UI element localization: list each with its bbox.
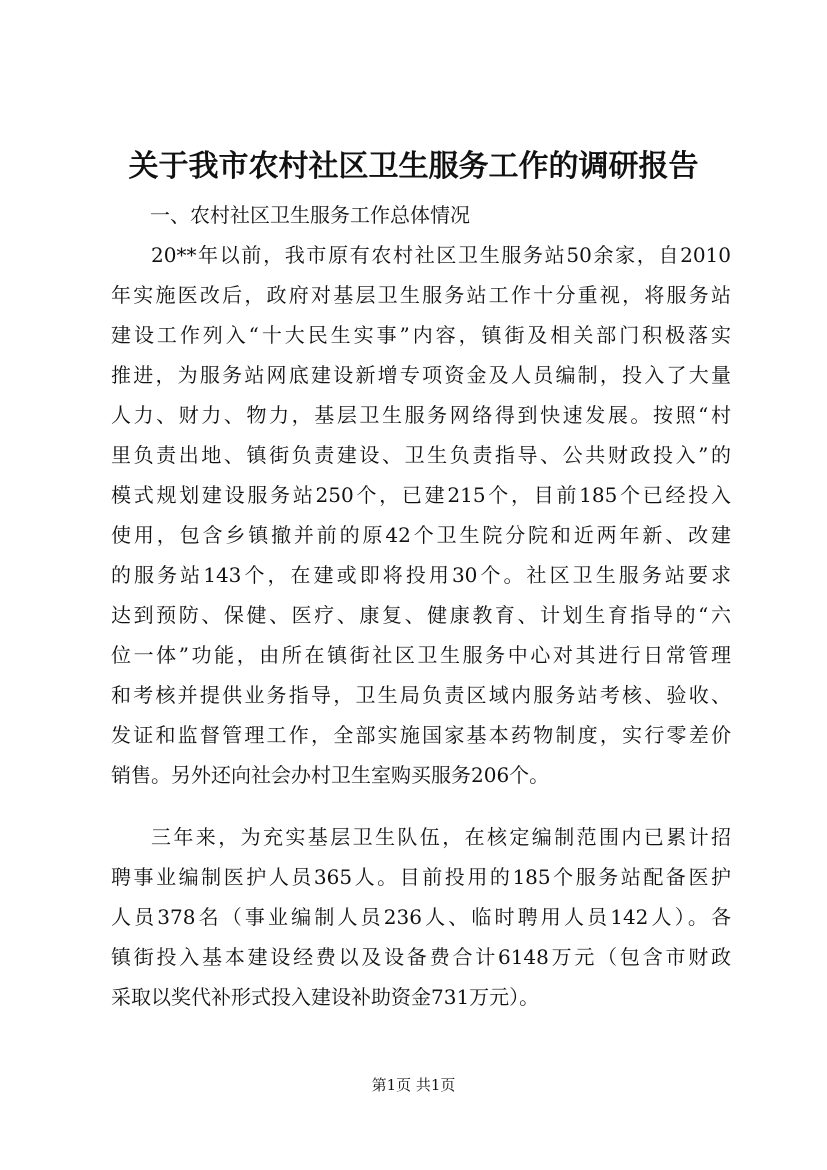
paragraph-line: 模式规划建设服务站250个，已建215个，目前185个已经投入 [111, 483, 731, 507]
paragraph-line: 建设工作列入“十大民生实事”内容，镇街及相关部门积极落实 [111, 323, 731, 347]
page-footer: 第1页 共1页 [371, 1076, 456, 1094]
paragraph-line: 20**年以前，我市原有农村社区卫生服务站50余家，自2010 [151, 243, 731, 267]
paragraph-line: 三年来，为充实基层卫生队伍，在核定编制范围内已累计招 [151, 825, 731, 849]
paragraph-line: 位一体”功能，由所在镇街社区卫生服务中心对其进行日常管理 [111, 643, 731, 667]
paragraph-staffing [111, 817, 731, 1017]
paragraph-line: 里负责出地、镇街负责建设、卫生负责指导、公共财政投入”的 [111, 443, 731, 467]
paragraph-line: 镇街投入基本建设经费以及设备费合计6148万元（包含市财政 [111, 945, 731, 969]
paragraph-line: 人员378名（事业编制人员236人、临时聘用人员142人）。各 [111, 905, 731, 929]
paragraph-line: 和考核并提供业务指导，卫生局负责区域内服务站考核、验收、 [111, 683, 731, 707]
paragraph-line: 使用，包含乡镇撤并前的原42个卫生院分院和近两年新、改建 [111, 523, 731, 547]
paragraph-line: 的服务站143个，在建或即将投用30个。社区卫生服务站要求 [111, 563, 731, 587]
paragraph-line: 聘事业编制医护人员365人。目前投用的185个服务站配备医护 [111, 865, 731, 889]
paragraph-line: 年实施医改后，政府对基层卫生服务站工作十分重视，将服务站 [111, 283, 731, 307]
paragraph-line: 人力、财力、物力，基层卫生服务网络得到快速发展。按照“村 [111, 403, 731, 427]
paragraph-line: 达到预防、保健、医疗、康复、健康教育、计划生育指导的“六 [111, 603, 731, 627]
section-heading: 一、农村社区卫生服务工作总体情况 [150, 203, 470, 227]
paragraph-line: 采取以奖代补形式投入建设补助资金731万元）。 [111, 985, 540, 1009]
paragraph-line: 销售。另外还向社会办村卫生室购买服务206个。 [111, 763, 550, 787]
paragraph-line: 推进，为服务站网底建设新增专项资金及人员编制，投入了大量 [111, 363, 731, 387]
paragraph-overview [111, 235, 731, 795]
paragraph-line: 发证和监督管理工作，全部实施国家基本药物制度，实行零差价 [111, 723, 731, 747]
document-title: 关于我市农村社区卫生服务工作的调研报告 [128, 149, 699, 184]
